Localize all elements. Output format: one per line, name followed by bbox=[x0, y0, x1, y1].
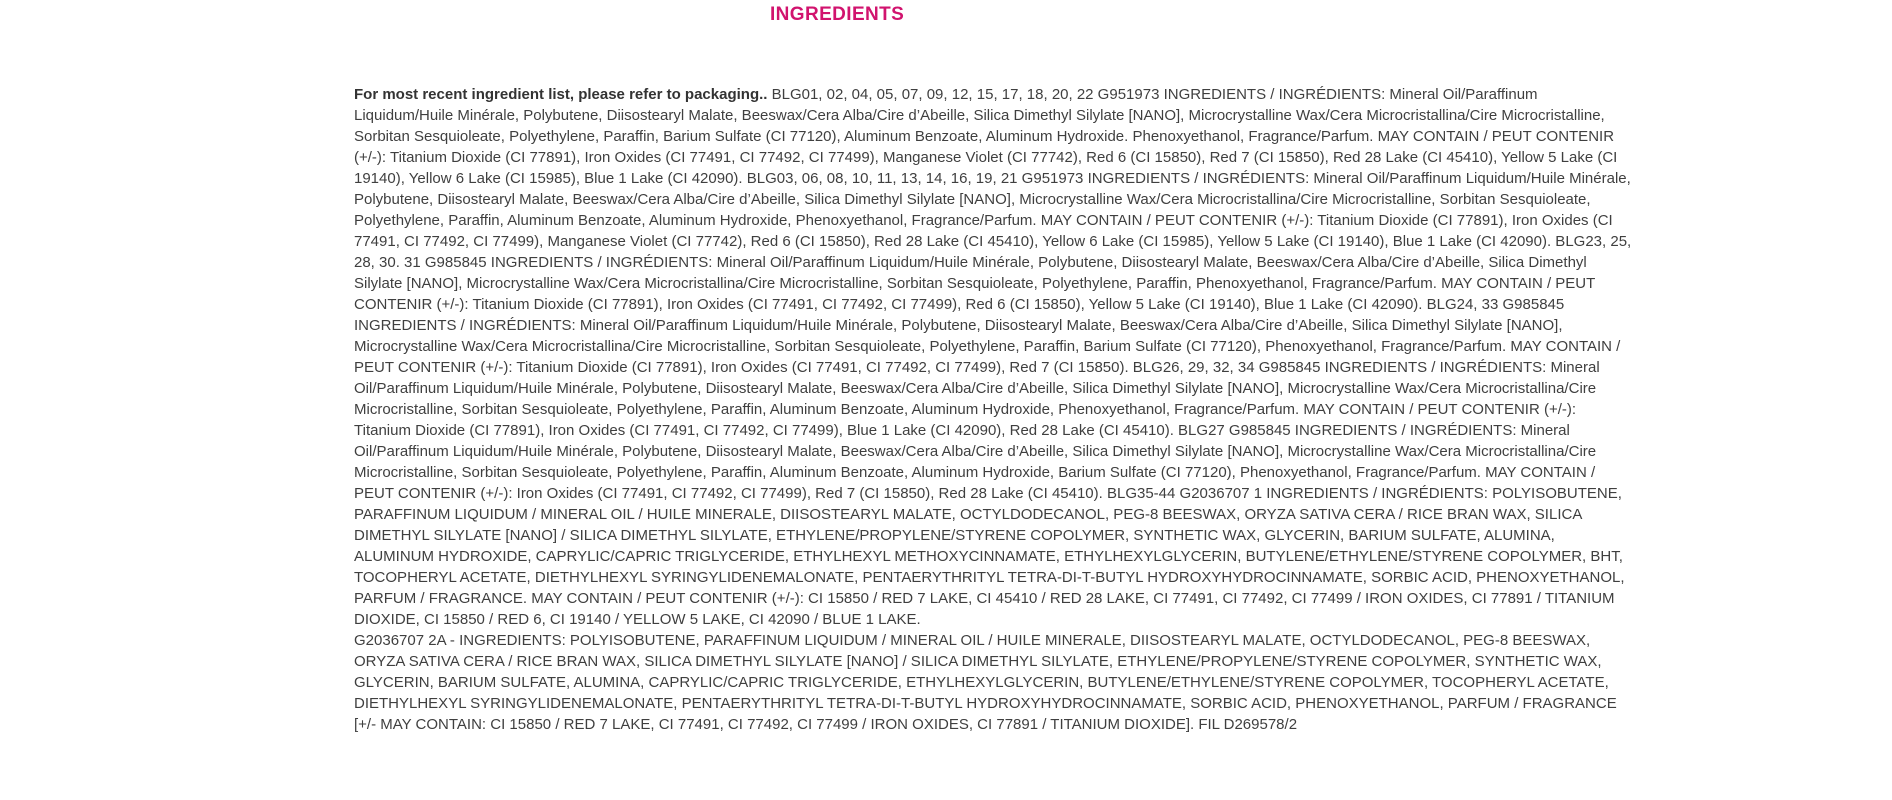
ingredients-list-part1: BLG01, 02, 04, 05, 07, 09, 12, 15, 17, 18, 20, 22 G951973 INGREDIENTS / INGRÉDIENTS: Mineral Oil/Paraffinum Liquidum/Huile Minérale, Polybutene, Diisostearyl Malate, Beeswax/Cera Alba/Cire d’Abeille, Silica Dimethyl Silylate [NANO], Microcrystalline Wax/Cera Microcristallina/Cire Microcristalline, Sorbitan Sesquioleate, Polyethylene, Paraffin, Barium Sulfate (CI 77120), Aluminum Benzoate, Aluminum Hydroxide. Phenoxyethanol, Fragrance/Parfum. MAY CONTAIN / PEUT CONTENIR (+/-): Titanium Dioxide (CI 77891), Iron Oxides (CI 77491, CI 77492, CI 77499), Manganese Violet (CI 77742), Red 6 (CI 15850), Red 7 (CI 15850), Red 28 Lake (CI 45410), Yellow 5 Lake (CI 19140), Yellow 6 Lake (CI 15985), Blue 1 Lake (CI 42090). BLG03, 06, 08, 10, 11, 13, 14, 16, 19, 21 G951973 INGREDIENTS / INGRÉDIENTS: Mineral Oil/Paraffinum Liquidum/Huile Minérale, Polybutene, Diisostearyl Malate, Beeswax/Cera Alba/Cire d’Abeille, Silica Dimethyl Silylate [NANO], Microcrystalline Wax/Cera Microcristallina/Cire Microcristalline, Sorbitan Sesquioleate, Polyethylene, Paraffin, Aluminum Benzoate, Aluminum Hydroxide, Phenoxyethanol, Fragrance/Parfum. MAY CONTAIN / PEUT CONTENIR (+/-): Titanium Dioxide (CI 77891), Iron Oxides (CI 77491, CI 77492, CI 77499), Manganese Violet (CI 77742), Red 6 (CI 15850), Red 28 Lake (CI 45410), Yellow 6 Lake (CI 15985), Yellow 5 Lake (CI 19140), Blue 1 Lake (CI 42090). BLG23, 25, 28, 30. 31 G985845 INGREDIENTS / INGRÉDIENTS: Mineral Oil/Paraffinum Liquidum/Huile Minérale, Polybutene, Diisostearyl Malate, Beeswax/Cera Alba/Cire d’Abeille, Silica Dimethyl Silylate [NANO], Microcrystalline Wax/Cera Microcristallina/Cire Microcristalline, Sorbitan Sesquioleate, Polyethylene, Paraffin, Phenoxyethanol, Fragrance/Parfum. MAY CONTAIN / PEUT CONTENIR (+/-): Titanium Dioxide (CI 77891), Iron Oxides (CI 77491, CI 77492, CI 77499), Red 6 (CI 15850), Yellow 5 Lake (CI 19140), Blue 1 Lake (CI 42090). BLG24, 33 G985845 INGREDIENTS / INGRÉDIENTS: Mineral Oil/Paraffinum Liquidum/Huile Minérale, Polybutene, Diisostearyl Malate, Beeswax/Cera Alba/Cire d’Abeille, Silica Dimethyl Silylate [NANO], Microcrystalline Wax/Cera Microcristallina/Cire Microcristalline, Sorbitan Sesquioleate, Polyethylene, Paraffin, Barium Sulfate (CI 77120), Phenoxyethanol, Fragrance/Parfum. MAY CONTAIN / PEUT CONTENIR (+/-): Titanium Dioxide (CI 77891), Iron Oxides (CI 77491, CI 77492, CI 77499), Red 7 (CI 15850). BLG26, 29, 32, 34 G985845 INGREDIENTS / INGRÉDIENTS: Mineral Oil/Paraffinum Liquidum/Huile Minérale, Polybutene, Diisostearyl Malate, Beeswax/Cera Alba/Cire d’Abeille, Silica Dimethyl Silylate [NANO], Microcrystalline Wax/Cera Microcristallina/Cire Microcristalline, Sorbitan Sesquioleate, Polyethylene, Paraffin, Aluminum Benzoate, Aluminum Hydroxide, Phenoxyethanol, Fragrance/Parfum. MAY CONTAIN / PEUT CONTENIR (+/-): Titanium Dioxide (CI 77891), Iron Oxides (CI 77491, CI 77492, CI 77499), Blue 1 Lake (CI 42090), Red 28 Lake (CI 45410). BLG27 G985845 INGREDIENTS / INGRÉDIENTS: Mineral Oil/Paraffinum Liquidum/Huile Minérale, Polybutene, Diisostearyl Malate, Beeswax/Cera Alba/Cire d’Abeille, Silica Dimethyl Silylate [NANO], Microcrystalline Wax/Cera Microcristallina/Cire Microcristalline, Sorbitan Sesquioleate, Polyethylene, Paraffin, Aluminum Benzoate, Aluminum Hydroxide, Barium Sulfate (CI 77120), Phenoxyethanol, Fragrance/Parfum. MAY CONTAIN / PEUT CONTENIR (+/-): Iron Oxides (CI 77491, CI 77492, CI 77499), Red 7 (CI 15850), Red 28 Lake (CI 45410). BLG35-44 G2036707 1 INGREDIENTS / INGRÉDIENTS: POLYISOBUTENE, PARAFFINUM LIQUIDUM / MINERAL OIL / HUILE MINERALE, DIISOSTEARYL MALATE, OCTYLDODECANOL, PEG-8 BEESWAX, ORYZA SATIVA CERA / RICE BRAN WAX, SILICA DIMETHYL SILYLATE [NANO] / SILICA DIMETHYL SILYLATE, ETHYLENE/PROPYLENE/STYRENE COPOLYMER, SYNTHETIC WAX, GLYCERIN, BARIUM SULFATE, ALUMINA, ALUMINUM HYDROXIDE, CAPRYLIC/CAPRIC TRIGLYCERIDE, ETHYLHEXYL METHOXYCINNAMATE, ETHYLHEXYLGLYCERIN, BUTYLENE/ETHYLENE/STYRENE COPOLYMER, BHT, TOCOPHERYL ACETATE, DIETHYLHEXYL SYRINGYLIDENEMALONATE, PENTAERYTHRITYL TETRA-DI-T-BUTYL HYDROXYHYDROCINNAMATE, SORBIC ACID, PHENOXYETHANOL, PARFUM / FRAGRANCE. MAY CONTAIN / PEUT CONTENIR (+/-): CI 15850 / RED 7 LAKE, CI 45410 / RED 28 LAKE, CI 77491, CI 77492, CI 77499 / IRON OXIDES, CI 77891 / TITANIUM DIOXIDE, CI 15850 / RED 6, CI 19140 / YELLOW 5 LAKE, CI 42090 / BLUE 1 LAKE. bbox=[354, 86, 1632, 628]
ingredients-text-block bbox=[354, 84, 1634, 735]
ingredients-paragraph-main bbox=[354, 84, 1634, 630]
ingredients-paragraph-secondary: G2036707 2A - INGREDIENTS: POLYISOBUTENE, PARAFFINUM LIQUIDUM / MINERAL OIL / HUILE MINERALE, DIISOSTEARYL MALATE, OCTYLDODECANOL, PEG-8 BEESWAX, ORYZA SATIVA CERA / RICE BRAN WAX, SILICA DIMETHYL SILYLATE [NANO] / SILICA DIMETHYL SILYLATE, ETHYLENE/PROPYLENE/STYRENE COPOLYMER, SYNTHETIC WAX, GLYCERIN, BARIUM SULFATE, ALUMINA, CAPRYLIC/CAPRIC TRIGLYCERIDE, ETHYLHEXYLGLYCERIN, BUTYLENE/ETHYLENE/STYRENE COPOLYMER, TOCOPHERYL ACETATE, DIETHYLHEXYL SYRINGYLIDENEMALONATE, PENTAERYTHRITYL TETRA-DI-T-BUTYL HYDROXYHYDROCINNAMATE, SORBIC ACID, PHENOXYETHANOL, PARFUM / FRAGRANCE [+/- MAY CONTAIN: CI 15850 / RED 7 LAKE, CI 77491, CI 77492, CI 77499 / IRON OXIDES, CI 77891 / TITANIUM DIOXIDE]. FIL D269578/2 bbox=[354, 632, 1617, 733]
packaging-notice: For most recent ingredient list, please refer to packaging.. bbox=[354, 86, 768, 103]
ingredients-heading: INGREDIENTS bbox=[770, 4, 905, 25]
